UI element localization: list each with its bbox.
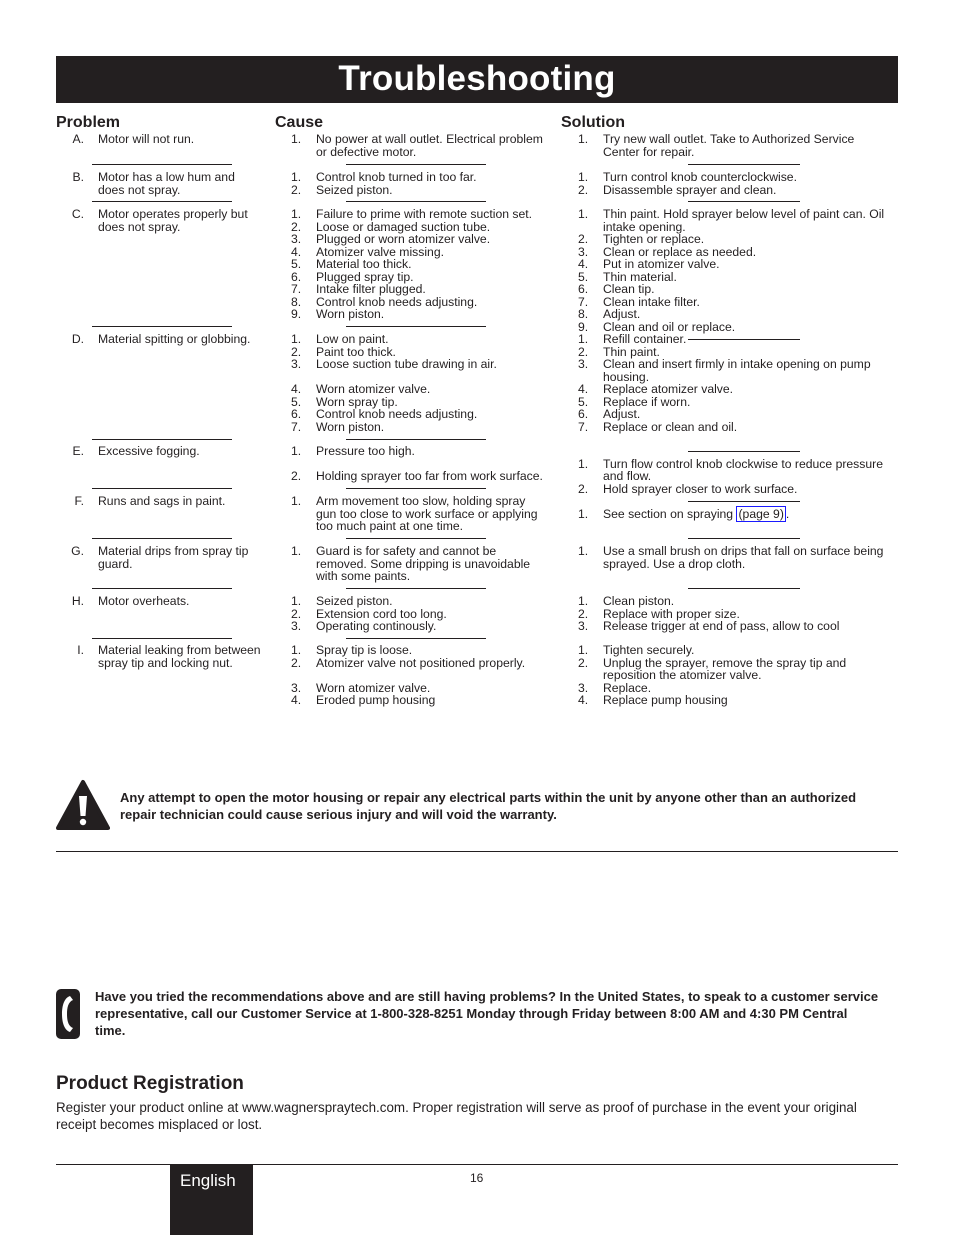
cause-number: 7. bbox=[291, 282, 302, 296]
row-divider bbox=[688, 339, 800, 340]
language-label: English bbox=[180, 1171, 236, 1190]
solution-line: Adjust. bbox=[603, 307, 641, 321]
solution-number: 2. bbox=[578, 481, 589, 496]
cause-number: 6. bbox=[291, 269, 302, 284]
row-divider bbox=[688, 164, 800, 165]
solution-text bbox=[603, 620, 839, 633]
problem-text: Material drips from spray tip bbox=[98, 544, 249, 558]
solution-text bbox=[603, 483, 797, 496]
cause-number: 4. bbox=[291, 382, 302, 396]
cause-line: Plugged or worn atomizer valve. bbox=[316, 232, 491, 246]
solution-line: Clean or replace as needed. bbox=[603, 244, 757, 259]
cause-text bbox=[316, 421, 384, 434]
cause-number: 7. bbox=[291, 419, 302, 434]
solution-text bbox=[603, 146, 694, 159]
solution-line: Use a small brush on drips that fall on surface being bbox=[603, 544, 884, 558]
solution-number: 3. bbox=[578, 619, 589, 633]
page-number: 16 bbox=[470, 1171, 484, 1185]
cause-line: Arm movement too slow, holding spray bbox=[316, 494, 526, 508]
registration-body: Register your product online at www.wagnerspraytech.com. Proper registration will serve as proof of purchase in the event your original receipt becomes misplaced or lost. bbox=[56, 1100, 857, 1132]
cause-line: Control knob needs adjusting. bbox=[316, 294, 478, 309]
problem-text: spray tip and locking nut. bbox=[98, 655, 233, 670]
cause-line: Material too thick. bbox=[316, 257, 412, 271]
language-tab bbox=[170, 1165, 253, 1235]
cause-text bbox=[316, 308, 384, 321]
problem-text: Material spitting or globbing. bbox=[98, 332, 251, 346]
solution-line: Replace if worn. bbox=[603, 394, 691, 409]
cause-line: Worn spray tip. bbox=[316, 394, 398, 409]
solution-number: 2. bbox=[578, 344, 589, 359]
cause-line: Atomizer valve missing. bbox=[316, 244, 445, 259]
row-divider bbox=[688, 588, 800, 589]
solution-line: Clean and oil or replace. bbox=[603, 319, 736, 334]
cause-line: Spray tip is loose. bbox=[316, 643, 413, 657]
solution-line: Replace or clean and oil. bbox=[603, 419, 738, 434]
cause-number: 1. bbox=[291, 170, 302, 184]
problem-letter: C. bbox=[71, 207, 84, 221]
solution-line: Try new wall outlet. Take to Authorized Service bbox=[603, 132, 855, 146]
cause-line: Seized piston. bbox=[316, 182, 393, 197]
page-title: Troubleshooting bbox=[338, 59, 616, 98]
solution-number: 3. bbox=[578, 244, 589, 259]
cause-line: gun too close to work surface or applying bbox=[316, 506, 538, 521]
solution-line: Center for repair. bbox=[603, 144, 695, 159]
cause-number: 3. bbox=[291, 232, 302, 246]
cause-text bbox=[316, 694, 435, 707]
row-divider bbox=[346, 638, 486, 639]
problem-letter: H. bbox=[71, 594, 84, 608]
cause-number: 1. bbox=[291, 444, 302, 458]
solution-line: Tighten or replace. bbox=[603, 232, 705, 246]
problem-letter: B. bbox=[72, 170, 84, 184]
problem-letter: F. bbox=[74, 494, 84, 508]
title-banner bbox=[56, 56, 898, 103]
solution-number: 9. bbox=[578, 319, 589, 334]
column-header-problem: Problem bbox=[56, 114, 121, 131]
column-header-cause: Cause bbox=[275, 114, 324, 131]
solution-number: 5. bbox=[578, 394, 589, 409]
row-divider bbox=[346, 326, 486, 327]
solution-number: 2. bbox=[578, 232, 589, 246]
solution-line: See section on spraying bbox=[603, 506, 734, 521]
problem-text: does not spray. bbox=[98, 219, 181, 234]
cause-text bbox=[316, 445, 415, 458]
solution-line: Tighten securely. bbox=[603, 643, 695, 657]
row-divider bbox=[92, 164, 232, 165]
solution-text bbox=[603, 508, 789, 521]
page-link[interactable]: (page 9) bbox=[738, 506, 784, 521]
solution-line: sprayed. Use a drop cloth. bbox=[603, 556, 746, 571]
cause-line: Holding sprayer too far from work surface. bbox=[316, 469, 543, 483]
cause-line: Eroded pump housing bbox=[316, 693, 436, 707]
solution-number: 4. bbox=[578, 257, 589, 271]
cause-line: or defective motor. bbox=[316, 144, 417, 159]
customer-service-text: Have you tried the recommendations above and are still having problems? In the United States, to speak to a customer service representative, call our Customer Service at 1-800-328-8251 Monday through Friday between 8:00 AM and 4:30 PM Central time. bbox=[95, 989, 879, 1038]
row-divider bbox=[688, 538, 800, 539]
cause-line: Guard is for safety and cannot be bbox=[316, 544, 497, 558]
cause-line: Worn atomizer valve. bbox=[316, 382, 431, 396]
row-divider bbox=[688, 451, 800, 452]
cause-line: Low on paint. bbox=[316, 332, 389, 346]
cause-number: 4. bbox=[291, 244, 302, 259]
solution-line: Thin material. bbox=[603, 269, 677, 284]
row-divider bbox=[688, 201, 800, 202]
cause-number: 6. bbox=[291, 407, 302, 421]
problem-text: Motor has a low hum and bbox=[98, 170, 235, 184]
link-tail: . bbox=[785, 506, 790, 521]
solution-line: Thin paint. bbox=[603, 344, 660, 359]
solution-number: 1. bbox=[578, 170, 589, 184]
cause-line: Pressure too high. bbox=[316, 444, 415, 458]
solution-line: Adjust. bbox=[603, 407, 641, 421]
cause-text bbox=[316, 470, 543, 483]
solution-number: 7. bbox=[578, 294, 589, 309]
cause-line: Atomizer valve not positioned properly. bbox=[316, 655, 526, 670]
row-divider bbox=[688, 501, 800, 502]
row-divider bbox=[92, 439, 232, 440]
solution-line: Replace with proper size. bbox=[603, 606, 740, 621]
cause-number: 1. bbox=[291, 207, 302, 221]
problem-text: Motor operates properly but bbox=[98, 207, 248, 221]
section-divider bbox=[56, 851, 898, 852]
cause-line: Paint too thick. bbox=[316, 344, 396, 359]
solution-line: Replace atomizer valve. bbox=[603, 382, 734, 396]
solution-number: 1. bbox=[578, 594, 589, 608]
cause-number: 2. bbox=[291, 655, 302, 670]
cause-number: 4. bbox=[291, 693, 302, 707]
solution-text bbox=[603, 694, 728, 707]
solution-line: Clean tip. bbox=[603, 282, 655, 296]
phone-icon bbox=[55, 988, 81, 1040]
cause-number: 2. bbox=[291, 182, 302, 197]
row-divider bbox=[92, 588, 232, 589]
cause-line: Extension cord too long. bbox=[316, 606, 447, 621]
cause-line: Loose suction tube drawing in air. bbox=[316, 357, 497, 371]
cause-line: Intake filter plugged. bbox=[316, 282, 426, 296]
problem-text: does not spray. bbox=[98, 182, 181, 197]
cause-line: No power at wall outlet. Electrical problem bbox=[316, 132, 543, 146]
problem-text: Excessive fogging. bbox=[98, 444, 200, 458]
cause-number: 1. bbox=[291, 332, 302, 346]
cause-number: 1. bbox=[291, 132, 302, 146]
solution-line: Release trigger at end of pass, allow to cool bbox=[603, 619, 840, 633]
solution-line: housing. bbox=[603, 369, 650, 384]
cause-number: 5. bbox=[291, 257, 302, 271]
cause-number: 1. bbox=[291, 544, 302, 558]
cause-line: Seized piston. bbox=[316, 594, 393, 608]
problem-text: Runs and sags in paint. bbox=[98, 494, 226, 508]
row-divider bbox=[346, 439, 486, 440]
cause-line: with some paints. bbox=[316, 569, 411, 583]
row-divider bbox=[346, 538, 486, 539]
solution-line: Replace pump housing bbox=[603, 693, 728, 707]
solution-line: Hold sprayer closer to work surface. bbox=[603, 481, 798, 496]
solution-line: Put in atomizer valve. bbox=[603, 257, 720, 271]
problem-letter: I. bbox=[77, 643, 84, 657]
cause-number: 2. bbox=[291, 219, 302, 234]
solution-line: intake opening. bbox=[603, 219, 686, 234]
cause-number: 5. bbox=[291, 394, 302, 409]
solution-number: 1. bbox=[578, 643, 589, 657]
cause-number: 3. bbox=[291, 357, 302, 371]
solution-number: 5. bbox=[578, 269, 589, 284]
solution-number: 3. bbox=[578, 680, 589, 695]
row-divider bbox=[92, 638, 232, 639]
cause-line: Operating continously. bbox=[316, 619, 437, 633]
solution-number: 6. bbox=[578, 282, 589, 296]
cause-line: Plugged spray tip. bbox=[316, 269, 414, 284]
solution-number: 1. bbox=[578, 506, 589, 521]
solution-number: 2. bbox=[578, 606, 589, 621]
cause-line: Worn atomizer valve. bbox=[316, 680, 431, 695]
solution-number: 2. bbox=[578, 182, 589, 197]
cause-number: 2. bbox=[291, 469, 302, 483]
problem-letter: A. bbox=[72, 132, 84, 146]
solution-line: Clean piston. bbox=[603, 594, 675, 608]
problem-text: Motor will not run. bbox=[98, 132, 195, 146]
cause-number: 1. bbox=[291, 643, 302, 657]
solution-number: 8. bbox=[578, 307, 589, 321]
problem-letter: E. bbox=[72, 444, 84, 458]
solution-line: Refill container. bbox=[603, 332, 687, 346]
cause-text bbox=[316, 184, 393, 197]
column-header-solution: Solution bbox=[561, 114, 625, 131]
cause-line: Loose or damaged suction tube. bbox=[316, 219, 491, 234]
cause-text bbox=[316, 146, 416, 159]
solution-text bbox=[603, 421, 737, 434]
problem-text: Material leaking from between bbox=[98, 643, 261, 657]
exclamation-icon bbox=[56, 779, 110, 831]
row-divider bbox=[346, 488, 486, 489]
solution-line: Clean intake filter. bbox=[603, 294, 700, 309]
solution-number: 1. bbox=[578, 332, 589, 346]
solution-line: Turn control knob counterclockwise. bbox=[603, 170, 797, 184]
solution-number: 4. bbox=[578, 382, 589, 396]
problem-letter: G. bbox=[71, 544, 84, 558]
cause-line: Control knob needs adjusting. bbox=[316, 407, 478, 421]
cause-text bbox=[316, 620, 436, 633]
solution-line: and flow. bbox=[603, 469, 652, 483]
cause-line: Failure to prime with remote suction set. bbox=[316, 207, 533, 221]
cause-number: 3. bbox=[291, 680, 302, 695]
cause-line: Worn piston. bbox=[316, 419, 385, 434]
row-divider bbox=[92, 201, 232, 202]
solution-text bbox=[603, 558, 745, 571]
solution-line: Thin paint. Hold sprayer below level of paint can. Oil bbox=[603, 207, 885, 221]
warning-text: Any attempt to open the motor housing or repair any electrical parts within the unit by anyone other than an authorized repair technician could cause serious injury and will void the warranty. bbox=[120, 790, 857, 822]
solution-line: Clean and insert firmly in intake opening on pump bbox=[603, 357, 871, 371]
row-divider bbox=[92, 538, 232, 539]
cause-line: removed. Some dripping is unavoidable bbox=[316, 556, 531, 571]
cause-text bbox=[316, 358, 497, 371]
registration-title: Product Registration bbox=[56, 1073, 244, 1094]
solution-number: 4. bbox=[578, 693, 589, 707]
problem-text: guard. bbox=[98, 556, 133, 571]
cause-text bbox=[316, 520, 463, 533]
problem-letter: D. bbox=[71, 332, 84, 346]
row-divider bbox=[92, 488, 232, 489]
solution-number: 3. bbox=[578, 357, 589, 371]
solution-number: 1. bbox=[578, 456, 589, 471]
cause-line: Control knob turned in too far. bbox=[316, 170, 477, 184]
row-divider bbox=[346, 588, 486, 589]
row-divider bbox=[346, 201, 486, 202]
solution-line: Turn flow control knob clockwise to reduce pressure bbox=[603, 456, 883, 471]
solution-number: 7. bbox=[578, 419, 589, 434]
cause-number: 2. bbox=[291, 606, 302, 621]
cause-number: 9. bbox=[291, 307, 302, 321]
cause-number: 8. bbox=[291, 294, 302, 309]
solution-number: 6. bbox=[578, 407, 589, 421]
solution-number: 1. bbox=[578, 207, 589, 221]
problem-text: Motor overheats. bbox=[98, 594, 190, 608]
solution-line: Replace. bbox=[603, 680, 652, 695]
cause-text bbox=[316, 570, 410, 583]
solution-number: 2. bbox=[578, 655, 589, 670]
row-divider bbox=[92, 326, 232, 327]
cause-number: 3. bbox=[291, 619, 302, 633]
cause-number: 1. bbox=[291, 594, 302, 608]
cause-number: 2. bbox=[291, 344, 302, 359]
row-divider bbox=[346, 164, 486, 165]
solution-line: Unplug the sprayer, remove the spray tip and bbox=[603, 655, 847, 670]
solution-number: 1. bbox=[578, 544, 589, 558]
solution-text bbox=[603, 184, 776, 197]
cause-line: too much paint at one time. bbox=[316, 519, 464, 533]
cause-number: 1. bbox=[291, 494, 302, 508]
solution-line: reposition the atomizer valve. bbox=[603, 668, 762, 682]
cause-text bbox=[316, 657, 525, 670]
solution-number: 1. bbox=[578, 132, 589, 146]
cause-line: Worn piston. bbox=[316, 307, 385, 321]
solution-line: Disassemble sprayer and clean. bbox=[603, 182, 777, 197]
